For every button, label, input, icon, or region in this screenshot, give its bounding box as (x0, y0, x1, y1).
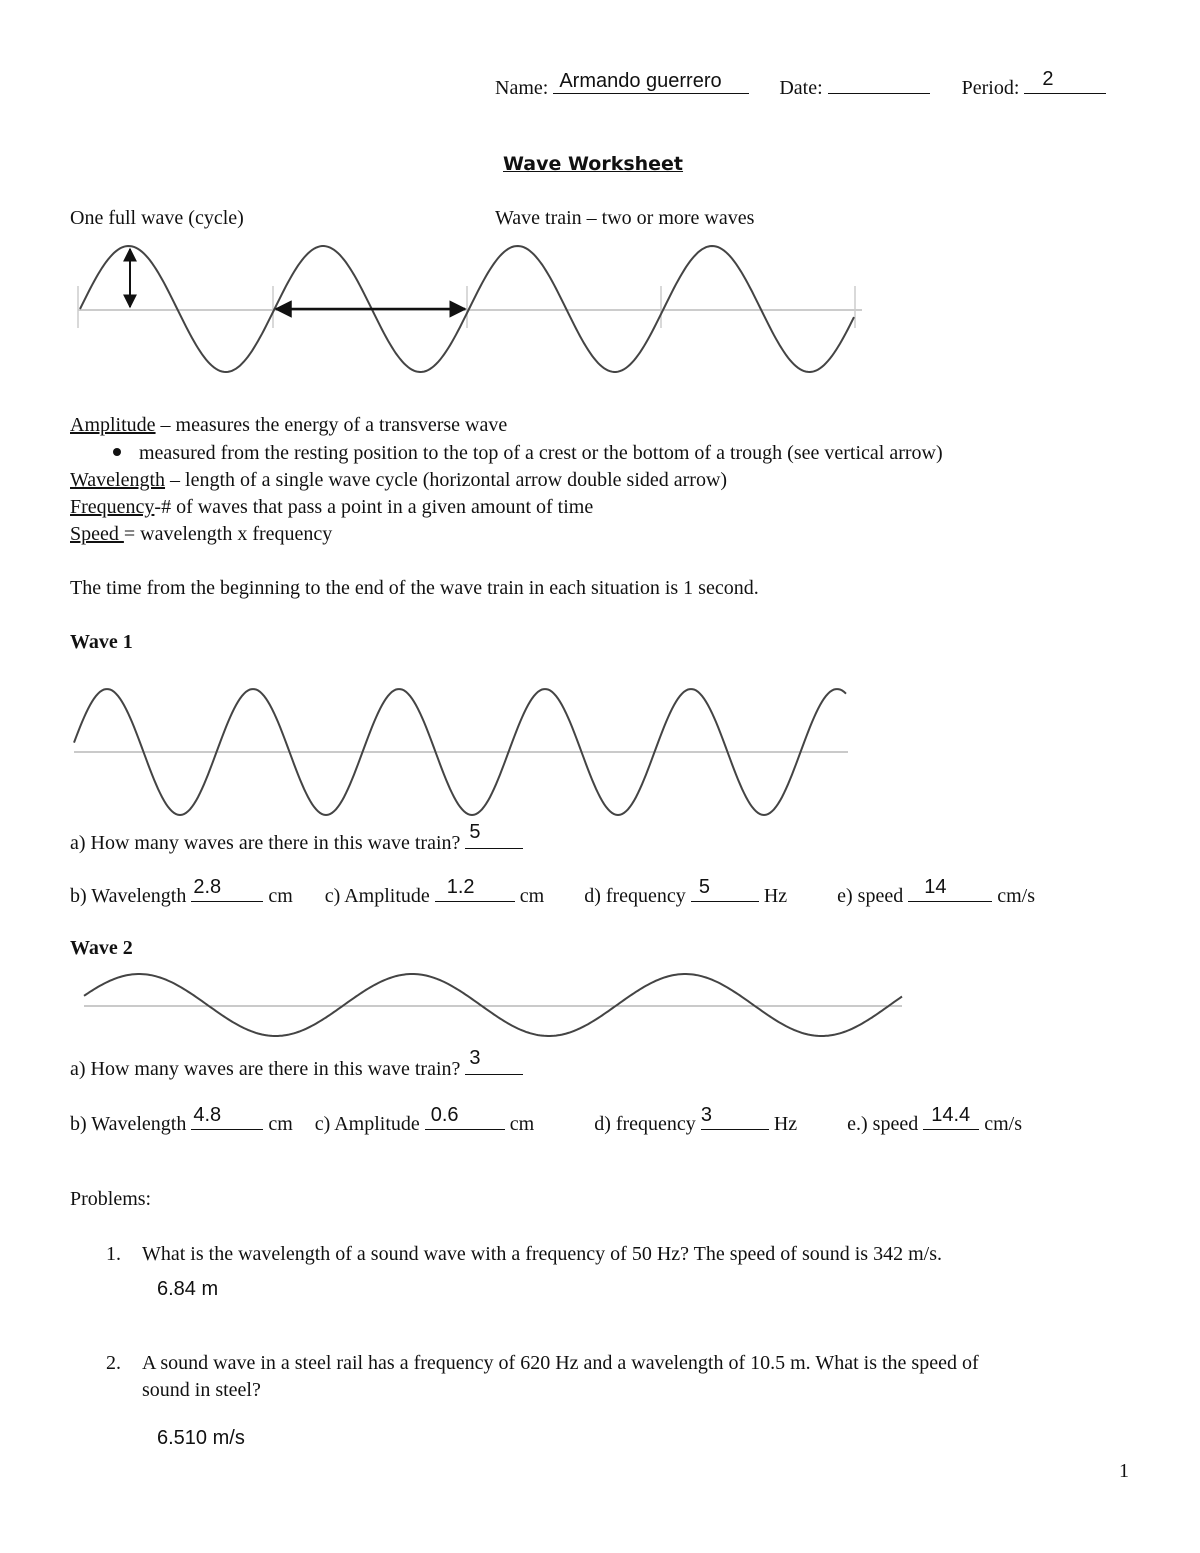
frequency-text: -# of waves that pass a point in a given amount of time (154, 496, 594, 518)
speed-definition (70, 524, 332, 544)
bullet-icon (113, 448, 121, 456)
speed-term: Speed (70, 523, 124, 545)
wave2-answers-row (70, 1104, 1022, 1135)
problem-1-number: 1. (106, 1243, 121, 1265)
wave1-wavelength-field[interactable] (191, 876, 263, 902)
problem-1-text: What is the wavelength of a sound wave with a frequency of 50 Hz? The speed of sound is 342 m/s. (142, 1243, 942, 1265)
problem-1-answer: 6.84 m (157, 1278, 219, 1300)
period-label: Period: (961, 77, 1020, 99)
wave1-answers-row (70, 876, 1035, 907)
wave1-frequency-answer: 5 (698, 876, 710, 898)
amplitude-bullet (113, 443, 943, 463)
wave1-frequency-label: d) frequency (584, 885, 686, 907)
problem-2-text: A sound wave in a steel rail has a frequency of 620 Hz and a wavelength of 10.5 m. What is the speed of (142, 1352, 979, 1374)
wave2-hz-unit: Hz (773, 1113, 798, 1135)
wave2-cm-unit-2: cm (509, 1113, 535, 1135)
wave1-cm-unit-1: cm (268, 885, 293, 907)
frequency-term: Frequency (70, 496, 155, 518)
wave1-speed-answer: 14 (924, 876, 947, 898)
wave2-speed-answer: 14.4 (931, 1104, 971, 1126)
wave2-path (84, 974, 902, 1036)
amplitude-text: – measures the energy of a transverse wave (155, 414, 508, 436)
wave1-count-field[interactable] (465, 821, 523, 849)
amplitude-bullet-text: measured from the resting position to the top of a crest or the bottom of a trough (see vertical arrow) (139, 442, 943, 464)
name-label: Name: (495, 77, 549, 99)
wave2-speed-unit: cm/s (984, 1113, 1022, 1135)
name-answer: Armando guerrero (559, 70, 722, 92)
problem-1 (106, 1244, 942, 1264)
wave1-amplitude-field[interactable] (435, 876, 515, 902)
wave1-wavelength-answer: 2.8 (193, 876, 222, 898)
wave2-wavelength-field[interactable] (191, 1104, 263, 1130)
wave2-speed-field[interactable] (923, 1104, 979, 1130)
wave2-count-label: a) How many waves are there in this wave train? (70, 1058, 461, 1080)
wave2-cm-unit-1: cm (268, 1113, 293, 1135)
speed-text: = wavelength x frequency (123, 523, 333, 545)
wave2-frequency-answer: 3 (700, 1104, 712, 1126)
wave2-count-question (70, 1047, 523, 1080)
wave2-amplitude-label: c) Amplitude (314, 1113, 420, 1135)
wavelength-definition (70, 470, 727, 490)
wave1-speed-field[interactable] (908, 876, 992, 902)
wave2-speed-label: e.) speed (847, 1113, 919, 1135)
wave2-count-answer: 3 (469, 1047, 481, 1069)
wavelength-text: – length of a single wave cycle (horizontal arrow double sided arrow) (165, 469, 728, 491)
problem-2 (106, 1353, 979, 1373)
wave1-speed-unit: cm/s (997, 885, 1035, 907)
wave2-heading-text: Wave 2 (70, 937, 133, 959)
problem-2-text-cont: sound in steel? (142, 1379, 261, 1401)
wavelength-term: Wavelength (70, 469, 166, 491)
amplitude-definition (70, 415, 507, 435)
time-note: The time from the beginning to the end of the wave train in each situation is 1 second. (70, 577, 759, 599)
wave1-count-label: a) How many waves are there in this wave train? (70, 832, 461, 854)
wave2-heading (70, 938, 133, 958)
wave2-wavelength-answer: 4.8 (193, 1104, 222, 1126)
period-answer: 2 (1042, 68, 1054, 90)
problem-2-answer: 6.510 m/s (157, 1427, 245, 1449)
wave1-speed-label: e) speed (837, 885, 904, 907)
date-label: Date: (779, 77, 823, 99)
wave-train-label: Wave train – two or more waves (495, 207, 755, 229)
wave1-heading (70, 632, 133, 652)
wave1-hz-unit: Hz (763, 885, 788, 907)
wave1-count-answer: 5 (469, 821, 481, 843)
wave1-frequency-field[interactable] (691, 876, 759, 902)
problems-heading: Problems: (70, 1188, 152, 1210)
wave2-frequency-field[interactable] (700, 1104, 769, 1130)
frequency-definition (70, 497, 593, 517)
wave1-heading-text: Wave 1 (70, 631, 133, 653)
page-number: 1 (1119, 1460, 1129, 1482)
wave1-cm-unit-2: cm (519, 885, 545, 907)
wave2-amplitude-field[interactable] (425, 1104, 505, 1130)
wave1-amplitude-answer: 1.2 (446, 876, 475, 898)
wave2-wavelength-label: b) Wavelength (70, 1113, 187, 1135)
wave1-wavelength-label: b) Wavelength (70, 885, 187, 907)
wave1-amplitude-label: c) Amplitude (324, 885, 430, 907)
wave1-count-question (70, 821, 523, 854)
problem-2-number: 2. (106, 1352, 121, 1374)
wave2-amplitude-answer: 0.6 (430, 1104, 459, 1126)
wave2-count-field[interactable] (465, 1047, 523, 1075)
wave2-frequency-label: d) frequency (594, 1113, 696, 1135)
page-title: Wave Worksheet (503, 153, 684, 175)
one-full-wave-label: One full wave (cycle) (70, 207, 244, 229)
amplitude-term: Amplitude (70, 414, 156, 436)
